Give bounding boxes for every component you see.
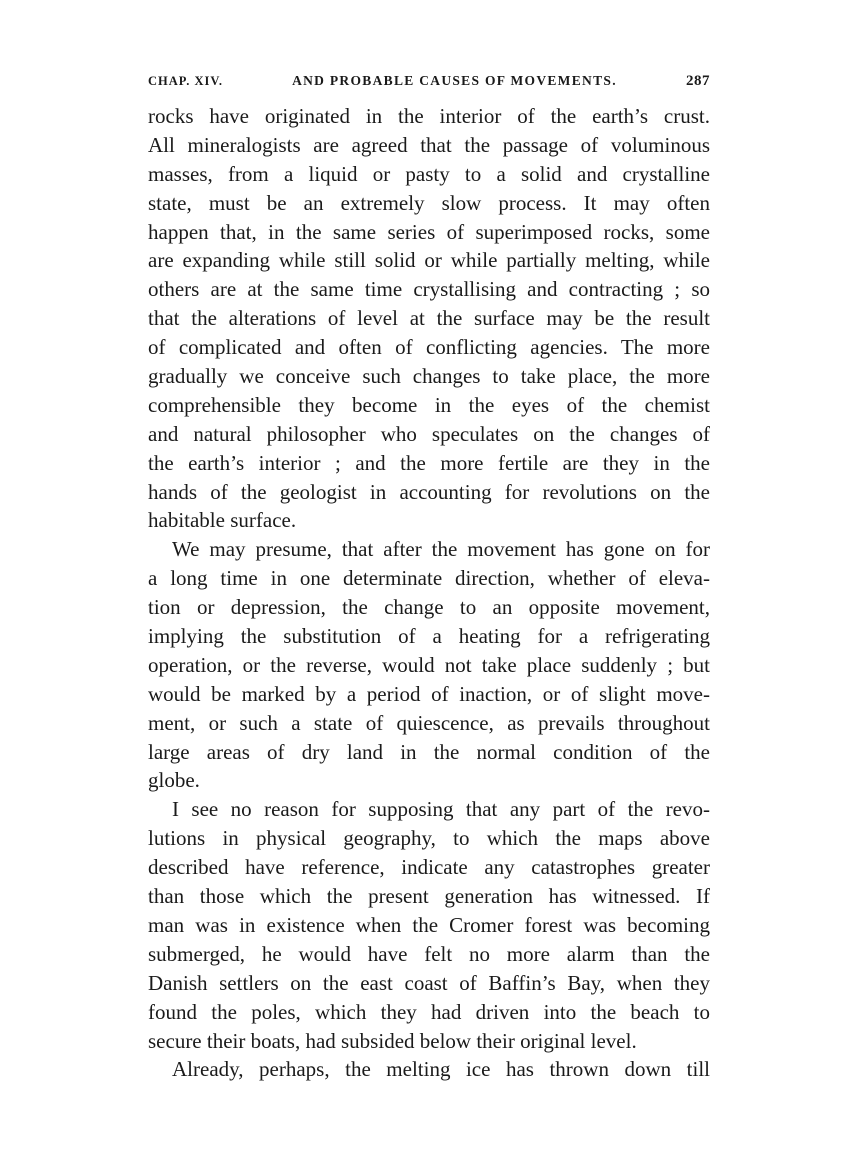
running-title: AND PROBABLE CAUSES OF MOVEMENTS. <box>292 73 617 88</box>
text-line: tion or depression, the change to an opposite movement, <box>148 595 710 620</box>
text-line: operation, or the reverse, would not take place suddenly ; but <box>148 652 710 677</box>
text-line: would be marked by a period of inaction, or of slight move- <box>148 681 710 706</box>
text-line: ment, or such a state of quiescence, as prevails throughout <box>148 710 710 735</box>
text-line: We may presume, that after the movement has gone on for <box>172 537 710 562</box>
text-line: state, must be an extremely slow process. It may often <box>148 190 710 215</box>
text-line: of complicated and often of conflicting agencies. The more <box>148 335 710 360</box>
text-line: the earth’s interior ; and the more fertile are they in the <box>148 450 710 475</box>
text-line: lutions in physical geography, to which the maps above <box>148 826 710 851</box>
text-line: found the poles, which they had driven into the beach to <box>148 999 710 1024</box>
text-line: a long time in one determinate direction, whether of eleva- <box>148 566 710 591</box>
text-line: All mineralogists are agreed that the passage of voluminous <box>148 132 710 157</box>
text-line: rocks have originated in the interior of the earth’s crust. <box>148 104 710 128</box>
text-line: submerged, he would have felt no more alarm than the <box>148 941 710 966</box>
text-line: implying the substitution of a heating for a refrigerating <box>148 624 710 649</box>
text-line: happen that, in the same series of superimposed rocks, some <box>148 219 710 244</box>
text-line: described have reference, indicate any catastrophes greater <box>148 855 710 880</box>
text-line: comprehensible they become in the eyes of the chemist <box>148 392 710 417</box>
page-number: 287 <box>685 73 710 89</box>
text-line: than those which the present generation has witnessed. If <box>148 884 710 909</box>
text-line: Already, perhaps, the melting ice has thrown down till <box>172 1057 710 1082</box>
running-head <box>148 66 710 96</box>
text-line: habitable surface. <box>148 508 297 533</box>
text-line: secure their boats, had subsided below their original level. <box>148 1028 637 1053</box>
text-line: gradually we conceive such changes to take place, the more <box>148 364 710 389</box>
text-line: are expanding while still solid or while partially melting, while <box>148 248 710 273</box>
text-line: man was in existence when the Cromer forest was becoming <box>148 912 710 937</box>
text-line: masses, from a liquid or pasty to a solid and crystalline <box>148 161 710 186</box>
text-line: large areas of dry land in the normal condition of the <box>148 739 710 764</box>
text-line: hands of the geologist in accounting for revolutions on the <box>148 479 710 504</box>
text-line: Danish settlers on the east coast of Baffin’s Bay, when they <box>148 970 710 995</box>
text-line: I see no reason for supposing that any part of the revo- <box>172 797 710 822</box>
body-text <box>148 102 710 1084</box>
chapter-label: CHAP. XIV. <box>148 74 223 88</box>
text-line: that the alterations of level at the surface may be the result <box>148 306 710 331</box>
text-line: globe. <box>148 768 200 793</box>
text-line: and natural philosopher who speculates on the changes of <box>148 421 710 446</box>
text-line: others are at the same time crystallising and contracting ; so <box>148 277 710 302</box>
book-page <box>148 66 710 1084</box>
